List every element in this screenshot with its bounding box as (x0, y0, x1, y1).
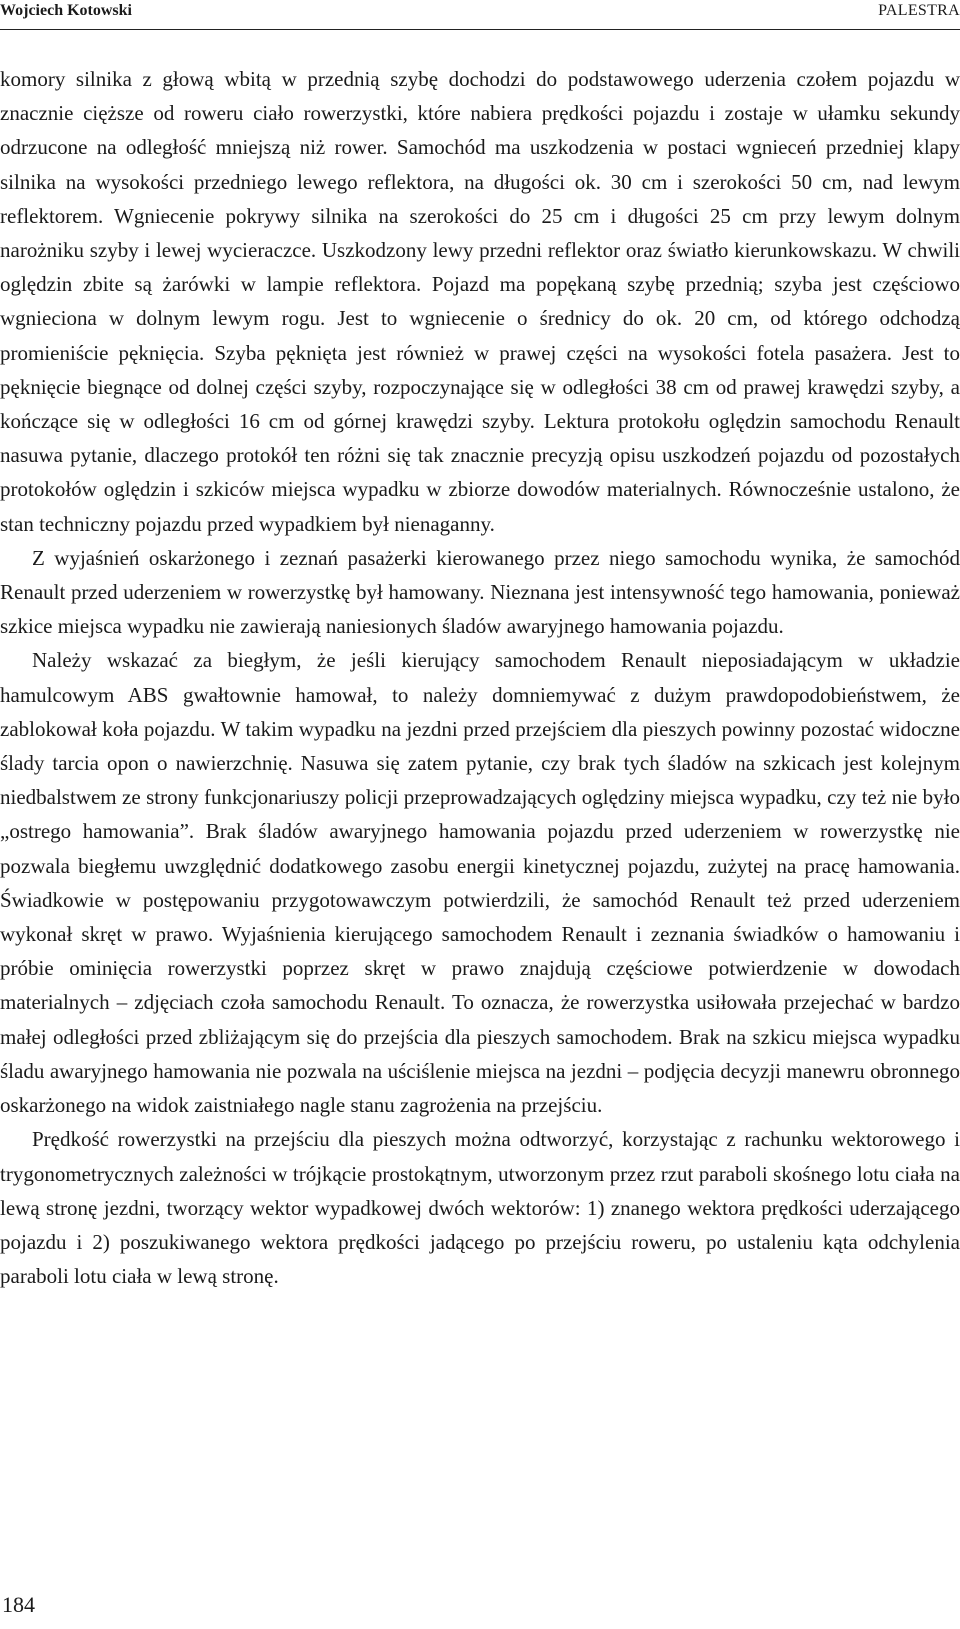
header-author: Wojciech Kotowski (0, 2, 132, 19)
paragraph-continued: komory silnika z głową wbitą w przednią szybę dochodzi do podstawowego uderzenia czołem pojazdu w znacznie cięższe od roweru ciało rowerzystki, które nabiera prędkości pojazdu i zostaje w ułamku sekundy odrzucone na odległość mniejszą niż rower. Samochód ma uszkodzenia w postaci wgnieceń przedniej klapy silnika na wysokości przedniego lewego reflektora, na długości ok. 30 cm i szerokości 50 cm, nad lewym reflektorem. Wgniecenie pokrywy silnika na szerokości do 25 cm i długości 25 cm przy lewym dolnym narożniku szyby i lewej wycieraczce. Uszkodzony lewy przedni reflektor oraz światło kierunkowskazu. W chwili oględzin zbite są żarówki w lampie reflektora. Pojazd ma popękaną szybę przednią; szyba jest częściowo wgnieciona w dolnym lewym rogu. Jest to wgniecenie o średnicy do ok. 20 cm, od którego odchodzą promieniście pęknięcia. Szyba pęknięta jest również w prawej części na wysokości fotela pasażera. Jest to pęknięcie biegnące od dolnej części szyby, rozpoczynające się w odległości 38 cm od prawej krawędzi szyby, a kończące się w odległości 16 cm od górnej krawędzi szyby. Lektura protokołu oględzin samochodu Renault nasuwa pytanie, dlaczego protokół ten różni się tak znacznie precyzją opisu uszkodzeń pojazdu od pozostałych protokołów oględzin i szkiców miejsca wypadku w zbiorze dowodów materialnych. Równocześnie ustalono, że stan techniczny pojazdu przed wypadkiem był nienaganny. (0, 67, 960, 536)
header-journal: PALESTRA (878, 2, 960, 19)
paragraph: Prędkość rowerzystki na przejściu dla pieszych można odtworzyć, korzystając z rachunku wektorowego i trygonometrycznych zależności w trójkącie prostokątnym, utworzonym przez rzut paraboli skośnego lotu ciała na lewą stronę jezdni, tworzący wektor wypadkowej dwóch wektorów: 1) znanego wektora prędkości uderzającego pojazdu i 2) poszukiwanego wektora prędkości jadącego po przejściu roweru, po ustaleniu kąta odchylenia paraboli lotu ciała w lewą stronę. (0, 1127, 960, 1289)
paragraph: Należy wskazać za biegłym, że jeśli kierujący samochodem Renault nieposiadającym w układzie hamulcowym ABS gwałtownie hamował, to należy domniemywać z dużym prawdopodobieństwem, że zablokował koła pojazdu. W takim wypadku na jezdni przed przejściem dla pieszych powinny pozostać widoczne ślady tarcia opon o nawierzchnię. Nasuwa się zatem pytanie, czy brak tych śladów na szkicach jest kolejnym niedbalstwem ze strony funkcjonariuszy policji przeprowadzających oględziny miejsca wypadku, czy też nie było „ostrego hamowania”. Brak śladów awaryjnego hamowania pojazdu przed uderzeniem w rowerzystkę nie pozwala biegłemu uwzględnić dodatkowego zasobu energii kinetycznej pojazdu, zużytej na pracę hamowania. Świadkowie w postępowaniu przygotowawczym potwierdzili, że samochód Renault też przed uderzeniem wykonał skręt w prawo. Wyjaśnienia kierującego samochodem Renault i zeznania świadków o hamowaniu i próbie ominięcia rowerzystki poprzez skręt w prawo znajdują częściowe potwierdzenie w dowodach materialnych – zdjęciach czoła samochodu Renault. To oznacza, że rowerzystka usiłowała przejechać w bardzo małej odległości przed zbliżającym się do przejścia dla pieszych samochodem. Brak na szkicu miejsca wypadku śladu awaryjnego hamowania nie pozwala na uściślenie miejsca na jezdni – podjęcia decyzji manewru obronnego oskarżonego na widok zaistniałego nagle stanu zagrożenia na przejściu. (0, 648, 960, 1118)
page-number: 184 (2, 1592, 35, 1617)
running-header (0, 2, 960, 28)
header-divider (0, 29, 960, 30)
paragraph: Z wyjaśnień oskarżonego i zeznań pasażerki kierowanego przez niego samochodu wynika, że samochód Renault przed uderzeniem w rowerzystkę był hamowany. Nieznana jest intensywność tego hamowania, ponieważ szkice miejsca wypadku nie zawierają naniesionych śladów awaryjnego hamowania pojazdu. (0, 545, 960, 639)
body-text (0, 62, 960, 1293)
